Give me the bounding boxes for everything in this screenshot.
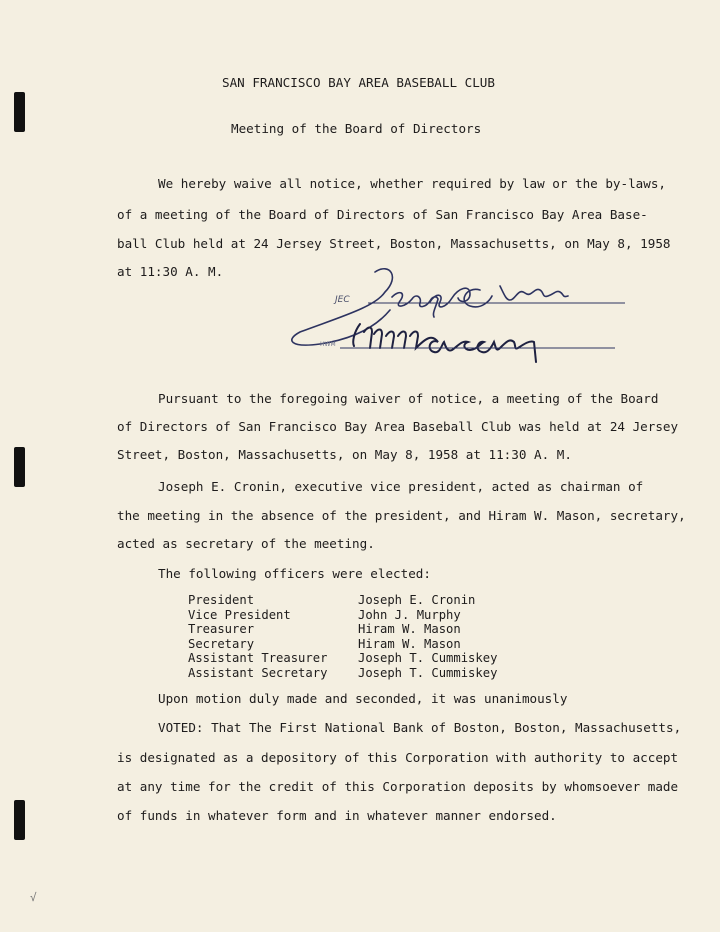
officers-list	[188, 593, 497, 680]
minutes-line: the meeting in the absence of the president, and Hiram W. Mason, secretary,	[117, 508, 686, 523]
svg-text:JEC: JEC	[335, 295, 350, 305]
officer-row	[188, 608, 497, 623]
officer-title: Assistant Secretary	[188, 665, 328, 680]
org-title: SAN FRANCISCO BAY AREA BASEBALL CLUB	[222, 75, 495, 90]
officer-name: Joseph T. Cummiskey	[358, 651, 498, 665]
handwritten-signatures	[280, 262, 640, 372]
minutes-line: acted as secretary of the meeting.	[117, 536, 375, 551]
officer-title: Vice President	[188, 607, 291, 622]
resolution-line: is designated as a depository of this Corporation with authority to accept	[117, 750, 679, 765]
officer-title: President	[188, 593, 255, 607]
resolution-line: at any time for the credit of this Corporation deposits by whomsoever made	[117, 779, 679, 794]
meeting-title: Meeting of the Board of Directors	[231, 121, 482, 136]
minutes-line: of Directors of San Francisco Bay Area Baseball Club was held at 24 Jersey	[117, 419, 679, 434]
minutes-line: The following officers were elected:	[158, 566, 431, 581]
officer-row	[188, 637, 497, 652]
waiver-line: We hereby waive all notice, whether required by law or the by-laws,	[158, 176, 666, 191]
waiver-line: at 11:30 A. M.	[117, 264, 224, 279]
punch-hole-middle	[14, 447, 25, 487]
officer-row	[188, 593, 497, 608]
minutes-line: Pursuant to the foregoing waiver of notice, a meeting of the Board	[158, 391, 659, 406]
waiver-line: ball Club held at 24 Jersey Street, Boston, Massachusetts, on May 8, 1958	[117, 236, 671, 251]
officer-title: Secretary	[188, 636, 255, 651]
officer-name: John J. Murphy	[358, 607, 461, 622]
waiver-line: of a meeting of the Board of Directors of San Francisco Bay Area Base-	[117, 207, 648, 222]
officer-row	[188, 622, 497, 637]
signature-cronin	[292, 269, 568, 345]
officer-name: Joseph E. Cronin	[358, 593, 476, 607]
punch-hole-bottom	[14, 800, 25, 840]
margin-checkmark: √	[30, 891, 37, 904]
minutes-line: Street, Boston, Massachusetts, on May 8, 1958 at 11:30 A. M.	[117, 447, 572, 462]
officer-name: Joseph T. Cummiskey	[358, 665, 498, 680]
svg-text:HWM: HWM	[320, 341, 336, 348]
resolution-line: VOTED: That The First National Bank of Boston, Boston, Massachusetts,	[158, 720, 682, 735]
officer-name: Hiram W. Mason	[358, 636, 461, 651]
officer-title: Assistant Treasurer	[188, 651, 328, 665]
resolution-line: of funds in whatever form and in whatever manner endorsed.	[117, 808, 557, 823]
minutes-line: Joseph E. Cronin, executive vice president, acted as chairman of	[158, 479, 644, 494]
signature-mason	[353, 324, 536, 362]
officer-row	[188, 666, 497, 681]
resolution-line: Upon motion duly made and seconded, it was unanimously	[158, 691, 568, 706]
officer-name: Hiram W. Mason	[358, 622, 461, 636]
officer-title: Treasurer	[188, 622, 255, 636]
officer-row	[188, 651, 497, 666]
punch-hole-top	[14, 92, 25, 132]
